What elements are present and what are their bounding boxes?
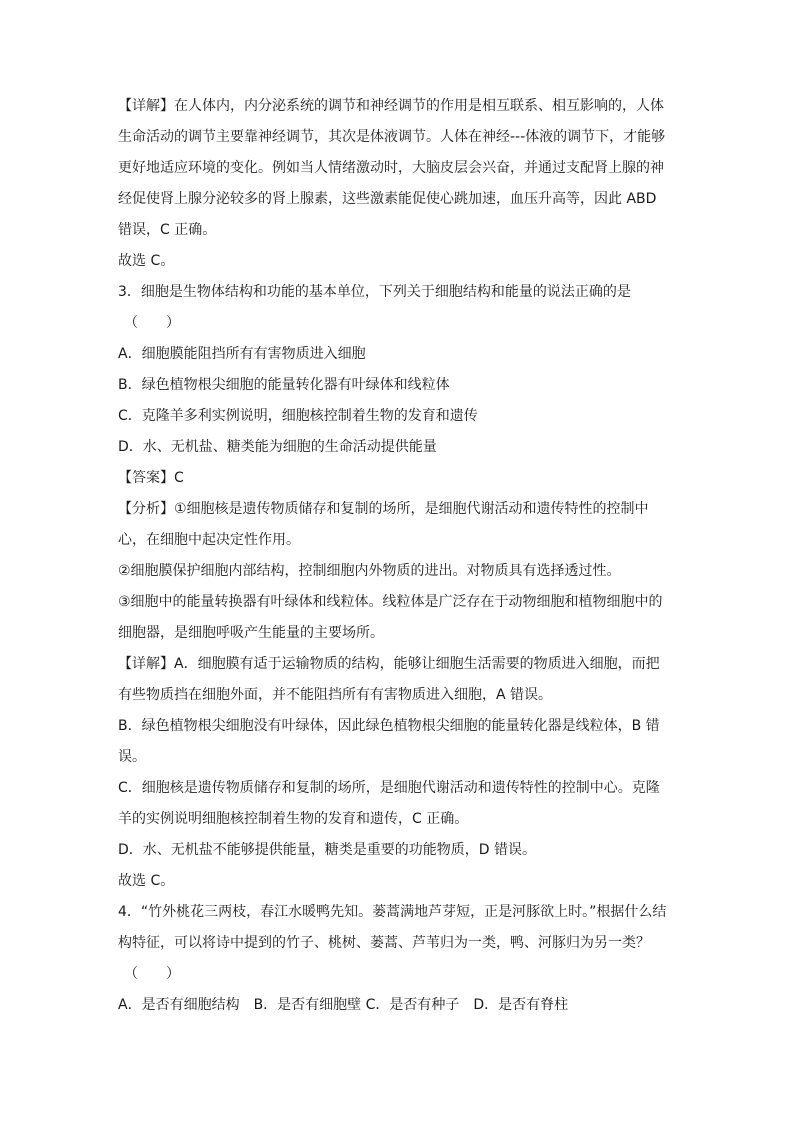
q3-analysis-line: 心，在细胞中起决定性作用。 [118, 532, 300, 548]
q3-detail-line: C．细胞核是遗传物质储存和复制的场所，是细胞代谢活动和遗传特性的控制中心。克隆 [118, 780, 660, 796]
page-content [118, 96, 678, 1026]
q4-stem: 4．“竹外桃花三两枝，春江水暖鸭先知。蒌蒿满地芦芽短，正是河豚欲上时。”根据什么结 [118, 904, 667, 920]
q3-conclusion: 故选 C。 [118, 873, 175, 889]
q3-answer: 【答案】C [118, 470, 184, 486]
q3-analysis-line: ②细胞膜保护细胞内部结构，控制细胞内外物质的进出。对物质具有选择透过性。 [118, 563, 621, 579]
q3-detail-line: B．绿色植物根尖细胞没有叶绿体，因此绿色植物根尖细胞的能量转化器是线粒体，B 错 [118, 718, 660, 734]
q2-detail-line: 错误，C 正确。 [118, 222, 217, 238]
q3-detail-line: D．水、无机盐不能够提供能量，糖类是重要的功能物质，D 错误。 [118, 842, 537, 858]
q3-analysis-line: 【分析】①细胞核是遗传物质储存和复制的场所，是细胞代谢活动和遗传特性的控制中 [118, 501, 649, 517]
q2-detail-line: 【详解】在人体内，内分泌系统的调节和神经调节的作用是相互联系、相互影响的，人体 [118, 98, 664, 114]
q2-conclusion: 故选 C。 [118, 253, 175, 269]
q3-answer-paren: （ ） [124, 315, 180, 331]
q2-detail-line: 生命活动的调节主要靠神经调节，其次是体液调节。人体在神经---体液的调节下，才能够 [118, 129, 666, 145]
q4-stem: 构特征，可以将诗中提到的竹子、桃树、蒌蒿、芦苇归为一类，鸭、河豚归为另一类？ [118, 935, 650, 951]
q3-detail-line: 有些物质挡在细胞外面，并不能阻挡所有有害物质进入细胞，A 错误。 [118, 687, 553, 703]
q3-option-b: B．绿色植物根尖细胞的能量转化器有叶绿体和线粒体 [118, 377, 450, 393]
q3-option-a: A．细胞膜能阻挡所有有害物质进入细胞 [118, 346, 366, 362]
q4-options: A．是否有细胞结构 B．是否有细胞壁 C．是否有种子 D．是否有脊柱 [118, 997, 569, 1013]
q3-detail-line: 羊的实例说明细胞核控制着生物的发育和遗传，C 正确。 [118, 811, 469, 827]
q3-detail-line: 【详解】A．细胞膜有适于运输物质的结构，能够让细胞生活需要的物质进入细胞，而把 [118, 656, 660, 672]
q3-stem: 3．细胞是生物体结构和功能的基本单位，下列关于细胞结构和能量的说法正确的是 [118, 284, 631, 300]
q3-detail-line: 误。 [118, 749, 146, 765]
q4-answer-paren: （ ） [124, 966, 180, 982]
q3-analysis-line: ③细胞中的能量转换器有叶绿体和线粒体。线粒体是广泛存在于动物细胞和植物细胞中的 [118, 594, 663, 610]
q3-option-d: D．水、无机盐、糖类能为细胞的生命活动提供能量 [118, 439, 437, 455]
q3-option-c: C．克隆羊多利实例说明，细胞核控制着生物的发育和遗传 [118, 408, 478, 424]
q3-analysis-line: 细胞器，是细胞呼吸产生能量的主要场所。 [118, 625, 384, 641]
q2-detail-line: 更好地适应环境的变化。例如当人情绪激动时，大脑皮层会兴奋，并通过支配肾上腺的神 [118, 160, 664, 176]
q2-detail-line: 经促使肾上腺分泌较多的肾上腺素，这些激素能促使心跳加速，血压升高等，因此 ABD [118, 191, 657, 207]
